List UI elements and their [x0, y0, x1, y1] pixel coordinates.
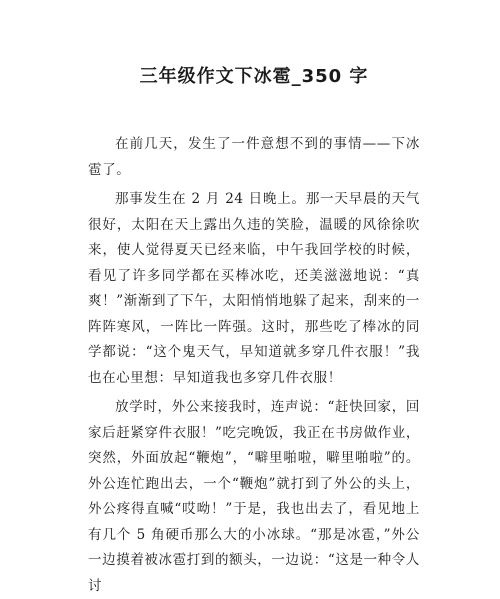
paragraph-3: 放学时，外公来接我时，连声说：“赶快回家，回家后赶紧穿件衣服！”吃完晚饭，我正在书房做作业，突然，外面放起“鞭炮”，“噼里啪啦，噼里啪啦”的。外公连忙跑出去，一个“鞭炮”就打到了外公的头上，外公疼得直喊“哎呦！”于是，我也出去了，看见地上有几个 5 角硬币那么大的小冰球。“那是冰雹，”外公一边摸着被冰雹打到的额头，一边说：“这是一种令人讨 — [88, 399, 420, 594]
paragraph-1: 在前几天，发生了一件意想不到的事情——下冰雹了。 — [88, 136, 420, 178]
paragraph-2: 那事发生在 2 月 24 日晚上。那一天早晨的天气很好，太阳在天上露出久违的笑脸，温暖的风徐徐吹来，使人觉得夏天已经来临，中午我回学校的时候，看见了许多同学都在买棒冰吃，还美滋滋地说：“真爽！”渐渐到了下午，太阳悄悄地躲了起来，刮来的一阵阵寒风，一阵比一阵强。这时，那些吃了棒冰的同学都说：“这个鬼天气，早知道就多穿几件衣服！”我也在心里想：早知道我也多穿几件衣服！ — [88, 191, 420, 386]
document-title: 三年级作文下冰雹_350 字 — [139, 66, 369, 87]
